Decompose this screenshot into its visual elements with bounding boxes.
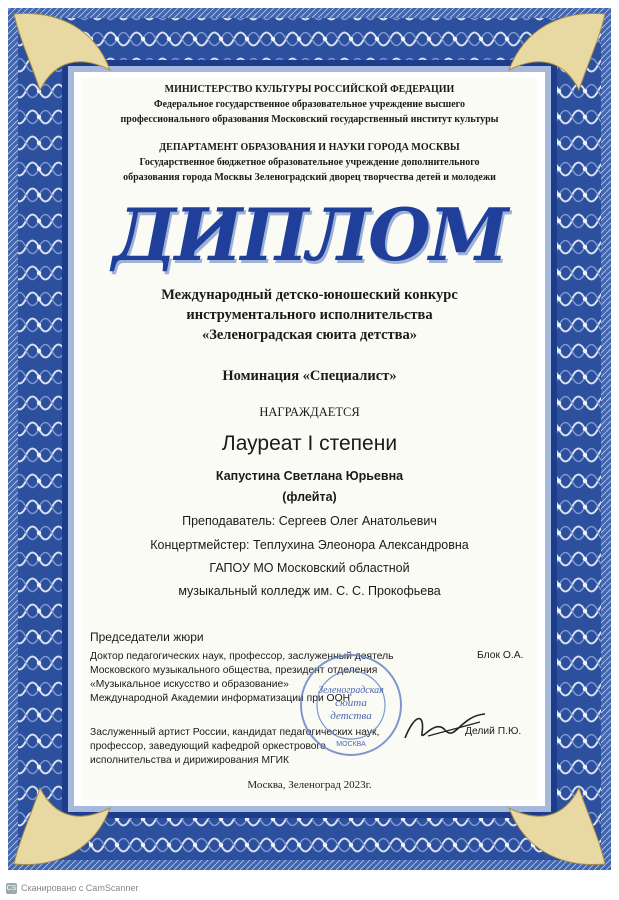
institution-line: музыкальный колледж им. С. С. Прокофьева <box>178 584 441 598</box>
contest-name-line: «Зеленоградская сюита детства» <box>201 327 418 343</box>
jury-member-2-name: Делий П.Ю. <box>465 726 522 737</box>
ministry-institution-line: профессионального образования Московский государственный институт культуры <box>120 114 499 125</box>
ministry-institution-line: Федеральное государственное образовательное учреждение высшего <box>154 99 465 110</box>
credential-line: исполнительства и дирижирования МГИК <box>90 755 290 766</box>
contest-name-line: инструментального исполнительства <box>186 307 433 323</box>
stamp-text: МОСКВА <box>336 741 366 748</box>
place-date: Москва, Зеленоград 2023г. <box>247 779 372 791</box>
official-stamp <box>296 650 406 760</box>
teacher-line: Преподаватель: Сергеев Олег Анатольевич <box>182 514 437 528</box>
department-institution-line: образования города Москвы Зеленоградский дворец творчества детей и молодежи <box>123 172 496 183</box>
department-institution-line: Государственное бюджетное образовательное учреждение дополнительного <box>139 157 480 168</box>
awarded-label: НАГРАЖДАЕТСЯ <box>259 405 360 419</box>
contest-name-line: Международный детско-юношеский конкурс <box>161 287 458 303</box>
scanner-watermark <box>6 883 138 894</box>
scanner-text: Сканировано с CamScanner <box>21 883 139 893</box>
department-title: ДЕПАРТАМЕНТ ОБРАЗОВАНИЯ И НАУКИ ГОРОДА МОСКВЫ <box>159 142 460 153</box>
credential-line: «Музыкальное искусство и образование» <box>90 679 289 690</box>
jury-heading: Председатели жюри <box>90 630 204 644</box>
stamp-text: Зеленоградская <box>318 685 384 696</box>
recipient-name: Капустина Светлана Юрьевна <box>215 469 404 483</box>
camscanner-icon: CS <box>6 885 17 893</box>
accompanist-line: Концертмейстер: Теплухина Элеонора Александровна <box>150 538 469 552</box>
recipient-instrument: (флейта) <box>282 490 337 504</box>
laureate-degree: Лауреат I степени <box>221 432 398 455</box>
credential-line: Заслуженный артист России, кандидат педагогических наук, <box>90 727 380 738</box>
nomination: Номинация «Специалист» <box>222 368 397 384</box>
ministry-title: МИНИСТЕРСТВО КУЛЬТУРЫ РОССИЙСКОЙ ФЕДЕРАЦИИ <box>164 84 455 95</box>
institution-line: ГАПОУ МО Московский областной <box>209 561 410 575</box>
credential-line: профессор, заведующий кафедрой оркестрового <box>90 741 326 752</box>
signature-mark <box>400 708 490 748</box>
credential-line: Международной Академии информатизации при ООН <box>90 693 351 704</box>
credential-line: Московского музыкального общества, президент отделения <box>90 665 378 676</box>
stamp-text: детства <box>330 710 372 722</box>
stamp-text: сюита <box>335 697 367 709</box>
credential-line: Доктор педагогических наук, профессор, заслуженный деятель <box>90 651 394 662</box>
diploma-title: ДИПЛОМ <box>112 192 507 277</box>
jury-member-1-name: Блок О.А. <box>477 650 524 661</box>
